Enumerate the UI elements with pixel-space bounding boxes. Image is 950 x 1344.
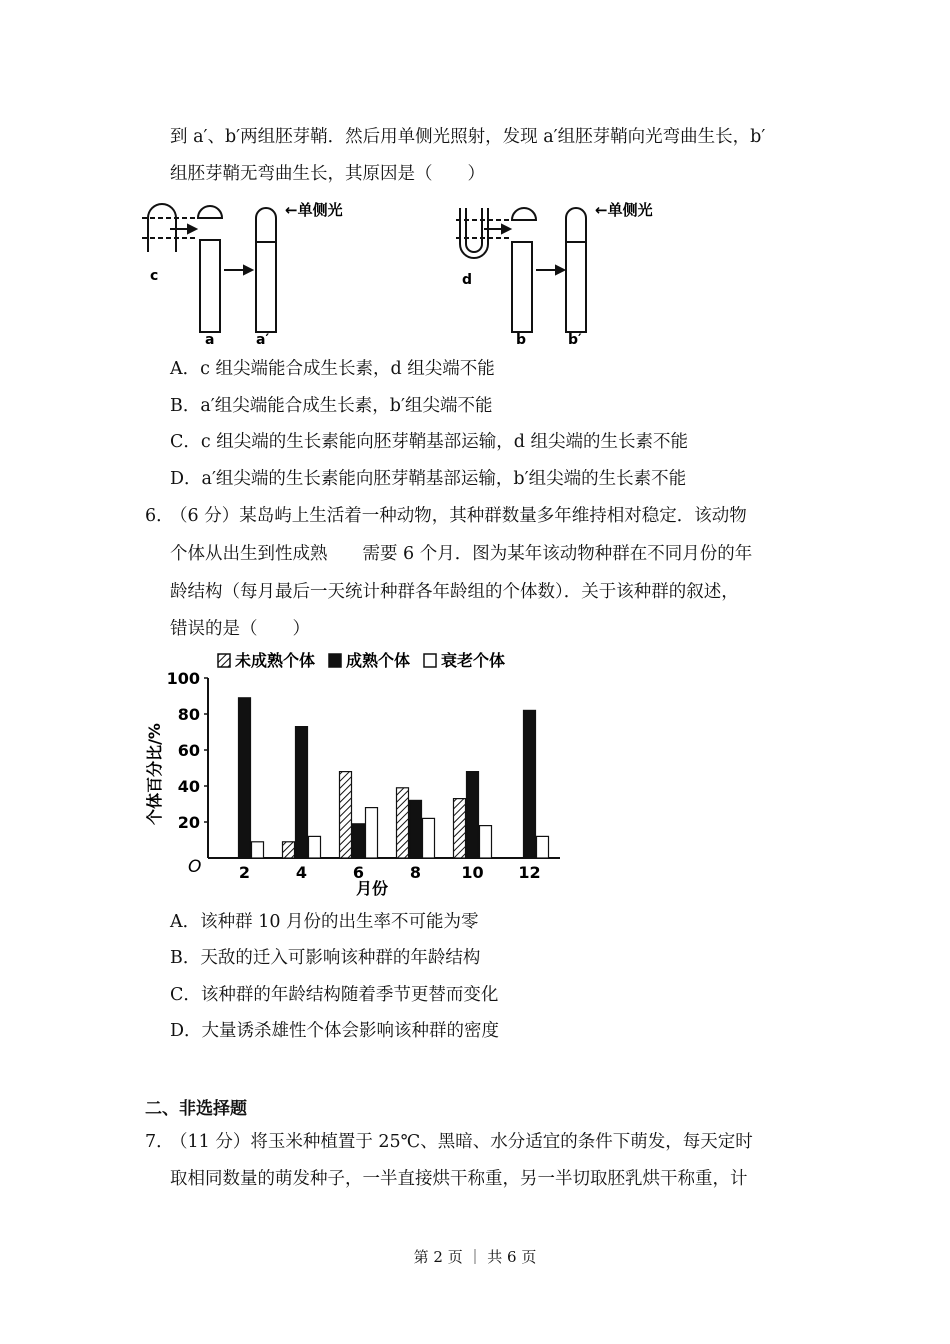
label-b-prime: b′ [568,332,582,348]
bar-solid-month-6 [353,824,365,858]
q6-text-line-3: 龄结构（每月最后一天统计种群各年龄组的个体数）．关于该种群的叙述， [170,582,739,602]
bar-solid-month-12 [524,710,536,858]
coleoptile-a [200,240,220,332]
coleoptile-diagram [140,198,700,348]
x-tick-label: 2 [238,863,251,882]
q6-option-c: C．该种群的年龄结构随着季节更替而变化 [170,985,499,1005]
legend-label-solid: 成熟个体 [346,651,411,670]
q5-text-line-2: 组胚芽鞘无弯曲生长，其原因是（ ） [170,164,485,184]
q7-text-line-2: 取相同数量的萌发种子，一半直接烘干称重，另一半切取胚乳烘干称重，计 [170,1169,748,1189]
x-tick-label: 10 [461,863,484,882]
coleoptile-b [512,242,532,332]
x-tick-label: 12 [518,863,541,882]
bar-open-month-2 [252,842,264,858]
age-structure-chart [140,648,580,900]
q6-option-b: B．天敌的迁入可影响该种群的年龄结构 [170,948,481,968]
coleoptile-b-prime [566,208,586,332]
light-label-2: ←单侧光 [595,201,653,219]
bar-solid-month-10 [467,772,479,858]
bar-hatched-month-4 [283,842,295,858]
x-tick-label: 6 [352,863,365,882]
legend-swatch-open [424,654,436,667]
bar-hatched-month-6 [340,772,352,858]
q5-text-line-1: 到 a′、b′两组胚芽鞘．然后用单侧光照射，发现 a′组胚芽鞘向光弯曲生长，b′ [170,127,766,147]
x-tick-label: 4 [295,863,308,882]
q6-text-line-4: 错误的是（ ） [170,619,310,639]
bar-open-month-6 [366,808,378,858]
y-tick-label: 100 [166,669,200,688]
bar-open-month-8 [423,818,435,858]
y-tick-label: 20 [177,813,200,832]
x-axis-label: 月份 [355,879,389,898]
bar-hatched-month-10 [454,799,466,858]
label-a: a [205,332,215,348]
light-label-1: ←单侧光 [285,201,343,219]
label-b: b [516,332,527,348]
label-d: d [462,272,473,288]
legend-label-hatched: 未成熟个体 [235,651,316,670]
q5-option-b: B．a′组尖端能合成生长素，b′组尖端不能 [170,396,493,416]
q5-option-c: C．c 组尖端的生长素能向胚芽鞘基部运输，d 组尖端的生长素不能 [170,432,689,452]
coleoptile-tip-d [460,208,488,258]
bar-open-month-4 [309,836,321,858]
q6-option-d: D．大量诱杀雄性个体会影响该种群的密度 [170,1021,500,1041]
section-title: 二、非选择题 [145,1099,247,1119]
q7-number: 7． [145,1132,174,1152]
y-tick-label: 60 [177,741,200,760]
y-tick-label: 80 [177,705,200,724]
bar-open-month-10 [480,826,492,858]
q5-option-a: A．c 组尖端能合成生长素，d 组尖端不能 [170,359,495,379]
chart-legend [218,651,505,670]
label-c: c [150,268,159,284]
legend-label-open: 衰老个体 [441,651,506,670]
y-tick-label: 40 [177,777,200,796]
coleoptile-cut-tip [198,206,222,218]
label-a-prime: a′ [256,332,270,348]
y-axis-label: 个体百分比/% [145,723,164,825]
q6-number: 6． [145,506,174,526]
q6-option-a: A．该种群 10 月份的出生率不可能为零 [170,912,479,932]
bar-solid-month-8 [410,800,422,858]
legend-swatch-hatched [218,654,230,667]
q7-text-line-1: （11 分）将玉米种植置于 25℃、黑暗、水分适宜的条件下萌发，每天定时 [170,1132,753,1152]
bar-solid-month-2 [239,698,251,858]
bar-open-month-12 [537,836,549,858]
origin-label: O [188,857,202,877]
bar-hatched-month-8 [397,788,409,858]
q6-text-line-1: （6 分）某岛屿上生活着一种动物，其种群数量多年维持相对稳定．该动物 [170,506,747,526]
q6-text-line-2: 个体从出生到性成熟 需要 6 个月．图为某年该动物种群在不同月份的年 [170,544,753,564]
x-tick-label: 8 [409,863,422,882]
page-footer: 第 2 页 ｜ 共 6 页 [413,1248,537,1266]
legend-swatch-solid [329,654,341,667]
q5-option-d: D．a′组尖端的生长素能向胚芽鞘基部运输，b′组尖端的生长素不能 [170,469,687,489]
coleoptile-a-prime [256,208,276,332]
bar-solid-month-4 [296,727,308,858]
coleoptile-cut-tip-2 [512,208,536,220]
